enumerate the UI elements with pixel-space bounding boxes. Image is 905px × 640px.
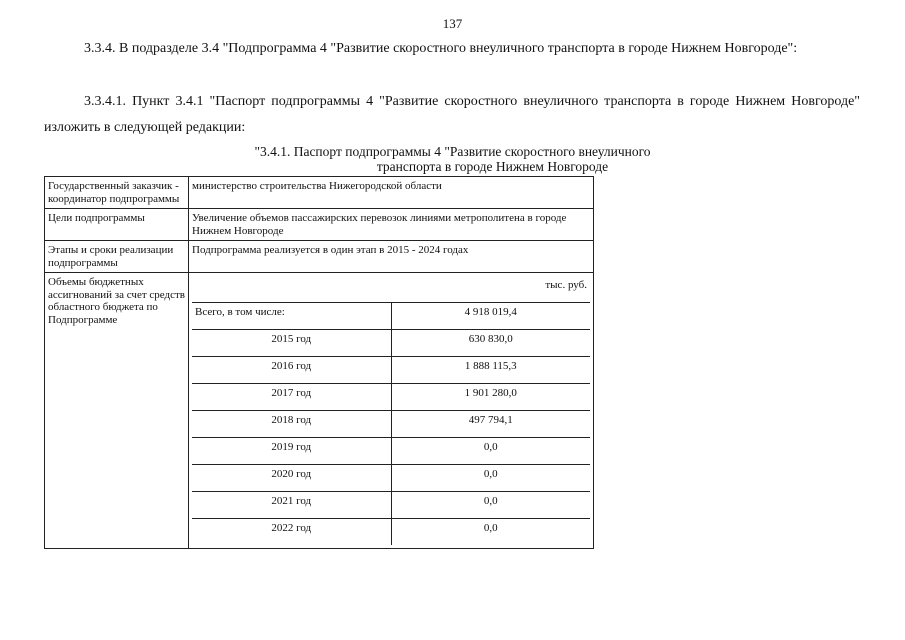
finance-row <box>192 411 590 438</box>
finance-row <box>192 438 590 465</box>
finance-row <box>192 330 590 357</box>
finance-cell <box>189 273 594 549</box>
finance-table <box>192 276 590 545</box>
finance-row <box>192 465 590 492</box>
finance-value: 1 901 280,0 <box>391 384 590 411</box>
finance-row <box>192 519 590 546</box>
finance-value: 0,0 <box>391 519 590 546</box>
finance-year: 2017 год <box>192 384 391 411</box>
finance-value: 0,0 <box>391 492 590 519</box>
finance-total-label: Всего, в том числе: <box>192 303 391 330</box>
finance-year: 2018 год <box>192 411 391 438</box>
finance-year: 2019 год <box>192 438 391 465</box>
finance-value: 497 794,1 <box>391 411 590 438</box>
table-row <box>45 209 594 241</box>
finance-year: 2020 год <box>192 465 391 492</box>
finance-row <box>192 492 590 519</box>
paragraph-3-3-4: 3.3.4. В подразделе 3.4 "Подпрограмма 4 "Развитие скоростного внеуличного транспорта в городе Нижнем Новгороде": <box>84 41 798 56</box>
table-caption <box>0 144 905 174</box>
finance-value: 630 830,0 <box>391 330 590 357</box>
row-label-customer: Государственный заказчик - координатор подпрограммы <box>45 177 189 209</box>
row-label-finance: Объемы бюджетных ассигнований за счет средств областного бюджета по Подпрограмме <box>45 273 189 549</box>
finance-value: 0,0 <box>391 465 590 492</box>
finance-year: 2021 год <box>192 492 391 519</box>
table-row <box>45 177 594 209</box>
finance-year: 2016 год <box>192 357 391 384</box>
finance-row <box>192 303 590 330</box>
caption-line-1: "3.4.1. Паспорт подпрограммы 4 "Развитие скоростного внеуличного <box>254 144 651 159</box>
row-label-goals: Цели подпрограммы <box>45 209 189 241</box>
row-label-stages: Этапы и сроки реализации подпрограммы <box>45 241 189 273</box>
caption-line-2: транспорта в городе Нижнем Новгороде <box>376 159 609 174</box>
finance-value: 1 888 115,3 <box>391 357 590 384</box>
finance-year: 2015 год <box>192 330 391 357</box>
page-number: 137 <box>442 16 463 31</box>
row-value-stages: Подпрограмма реализуется в один этап в 2015 - 2024 годах <box>189 241 594 273</box>
table-row <box>45 241 594 273</box>
row-value-goals: Увеличение объемов пассажирских перевозок линиями метрополитена в городе Нижнем Новгороде <box>189 209 594 241</box>
finance-value: 0,0 <box>391 438 590 465</box>
row-value-customer: министерство строительства Нижегородской области <box>189 177 594 209</box>
passport-table <box>44 176 594 549</box>
finance-year: 2022 год <box>192 519 391 546</box>
finance-row <box>192 357 590 384</box>
finance-row <box>192 384 590 411</box>
finance-unit: тыс. руб. <box>192 276 590 303</box>
finance-total-value: 4 918 019,4 <box>391 303 590 330</box>
paragraph-3-3-4-1: 3.3.4.1. Пункт 3.4.1 "Паспорт подпрограммы 4 "Развитие скоростного внеуличного транспорта в городе Нижнем Новгороде" изложить в следующей редакции: <box>44 94 860 135</box>
table-row <box>45 273 594 549</box>
